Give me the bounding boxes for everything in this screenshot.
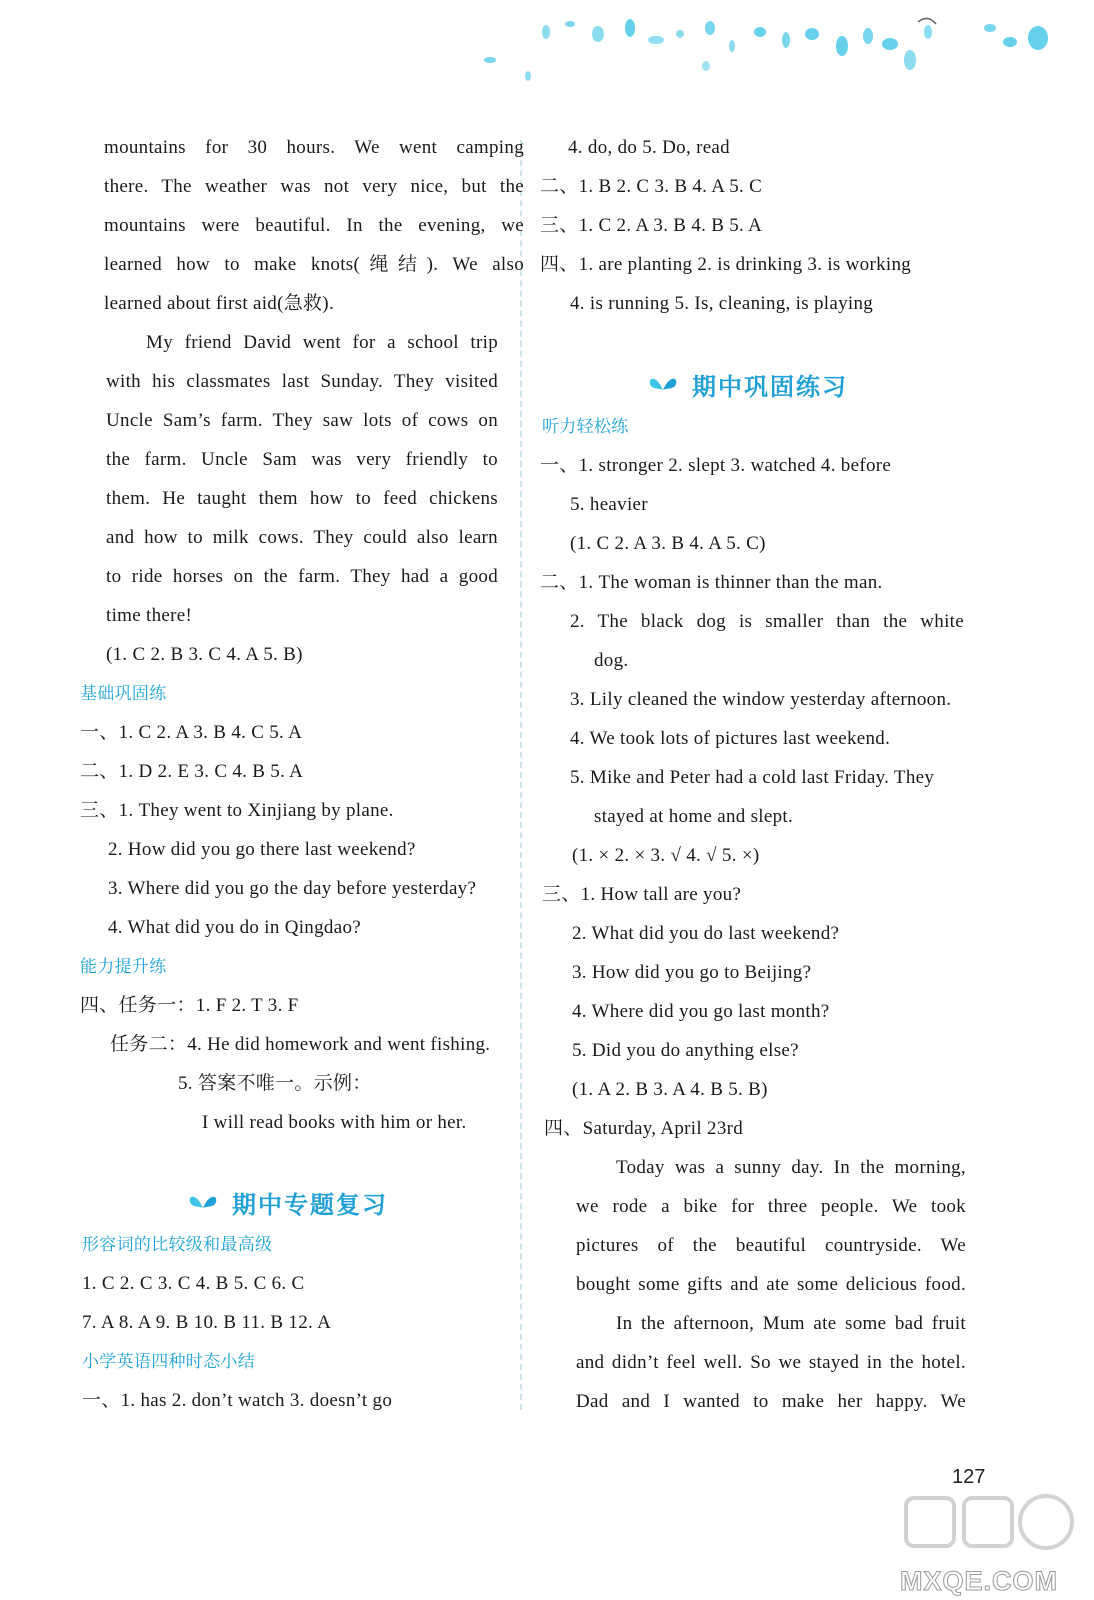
diary-line: Today was a sunny day. In the morning, [616, 1157, 966, 1178]
answer-line: 5. 答案不唯一。示例： [178, 1073, 372, 1094]
passage-line: them. He taught them how to feed chickens [106, 488, 498, 509]
butterfly-icon [648, 374, 678, 394]
answer-line: 一、1. stronger 2. slept 3. watched 4. before [540, 455, 892, 476]
passage-line: mountains for 30 hours. We went camping [104, 137, 524, 158]
watermark-text: MXQE.COM [900, 1566, 1059, 1596]
section-title: 期中专题复习 [232, 1190, 388, 1219]
subheading-adjective: 形容词的比较级和最高级 [82, 1235, 273, 1255]
passage-line: learned how to make knots(绳结). We also [104, 254, 524, 275]
answer-line: 3. How did you go to Beijing? [572, 962, 812, 983]
subheading-tingli: 听力轻松练 [542, 417, 629, 437]
section-heading-left [188, 1182, 388, 1222]
answer-line: 四、Saturday, April 23rd [544, 1118, 744, 1139]
section-title: 期中巩固练习 [692, 372, 848, 401]
answer-line: 二、1. The woman is thinner than the man. [540, 572, 883, 593]
answer-line: 一、1. has 2. don’t watch 3. doesn’t go [82, 1390, 393, 1411]
answer-line: 四、任务一：1. F 2. T 3. F [80, 995, 299, 1016]
diary-line: bought some gifts and ate some delicious food. [576, 1274, 966, 1295]
answer-line: dog. [594, 650, 629, 671]
answer-line: 2. What did you do last weekend? [572, 923, 840, 944]
answer-line: 二、1. D 2. E 3. C 4. B 5. A [80, 761, 304, 782]
answer-line: (1. × 2. × 3. √ 4. √ 5. ×) [572, 845, 760, 866]
diary-line: and didn’t feel well. So we stayed in the hotel. [576, 1352, 966, 1373]
diary-line: Dad and I wanted to make her happy. We [576, 1391, 966, 1412]
passage-line: mountains were beautiful. In the evening, we [104, 215, 524, 236]
page-number: 127 [952, 1466, 986, 1488]
answer-line: stayed at home and slept. [594, 806, 794, 827]
diary-line: pictures of the beautiful countryside. We [576, 1235, 966, 1256]
column-divider [520, 140, 522, 1410]
answer-line: (1. A 2. B 3. A 4. B 5. B) [572, 1079, 768, 1100]
answer-line: 二、1. B 2. C 3. B 4. A 5. C [540, 176, 763, 197]
answer-line: 4. Where did you go last month? [572, 1001, 830, 1022]
answer-line: 三、1. How tall are you? [542, 884, 742, 905]
answer-line: 7. A 8. A 9. B 10. B 11. B 12. A [82, 1312, 332, 1333]
passage-line: Uncle Sam’s farm. They saw lots of cows on [106, 410, 498, 431]
passage-line: My friend David went for a school trip [146, 332, 498, 353]
passage-line: time there! [106, 605, 193, 626]
passage-line: and how to milk cows. They could also learn [106, 527, 498, 548]
answer-line: 三、1. They went to Xinjiang by plane. [80, 800, 394, 821]
answer-line: 三、1. C 2. A 3. B 4. B 5. A [540, 215, 763, 236]
diary-line: In the afternoon, Mum ate some bad fruit [616, 1313, 966, 1334]
subheading-nengli: 能力提升练 [80, 957, 167, 977]
answer-line: 5. Mike and Peter had a cold last Friday. They [570, 767, 935, 788]
answer-line: 4. do, do 5. Do, read [568, 137, 730, 158]
answer-line: I will read books with him or her. [202, 1112, 467, 1133]
answer-line: 一、1. C 2. A 3. B 4. C 5. A [80, 722, 303, 743]
answer-line: 3. Where did you go the day before yesterday? [108, 878, 477, 899]
answer-line: 任务二：4. He did homework and went fishing. [110, 1034, 491, 1055]
subheading-tense: 小学英语四种时态小结 [82, 1352, 255, 1372]
answer-line: 5. heavier [570, 494, 648, 515]
passage-line: with his classmates last Sunday. They visited [106, 371, 498, 392]
answer-line: (1. C 2. B 3. C 4. A 5. B) [106, 644, 303, 665]
answer-line: 1. C 2. C 3. C 4. B 5. C 6. C [82, 1273, 305, 1294]
top-splash-decoration [470, 10, 1070, 90]
diary-line: we rode a bike for three people. We took [576, 1196, 966, 1217]
passage-line: there. The weather was not very nice, but the [104, 176, 524, 197]
answer-line: 2. How did you go there last weekend? [108, 839, 416, 860]
butterfly-icon [188, 1192, 218, 1212]
answer-line: 4. What did you do in Qingdao? [108, 917, 361, 938]
answer-line: (1. C 2. A 3. B 4. A 5. C) [570, 533, 766, 554]
answer-line: 5. Did you do anything else? [572, 1040, 799, 1061]
answer-line: 四、1. are planting 2. is drinking 3. is working [540, 254, 912, 275]
answer-line: 3. Lily cleaned the window yesterday afternoon. [570, 689, 952, 710]
answer-line: 4. is running 5. Is, cleaning, is playing [570, 293, 874, 314]
passage-line: to ride horses on the farm. They had a good [106, 566, 498, 587]
section-heading-right [648, 364, 848, 404]
subheading-jichu: 基础巩固练 [80, 684, 167, 704]
passage-line: the farm. Uncle Sam was very friendly to [106, 449, 498, 470]
answer-line: 2. The black dog is smaller than the white [570, 611, 964, 632]
passage-line: learned about first aid(急救). [104, 293, 334, 314]
answer-line: 4. We took lots of pictures last weekend. [570, 728, 891, 749]
